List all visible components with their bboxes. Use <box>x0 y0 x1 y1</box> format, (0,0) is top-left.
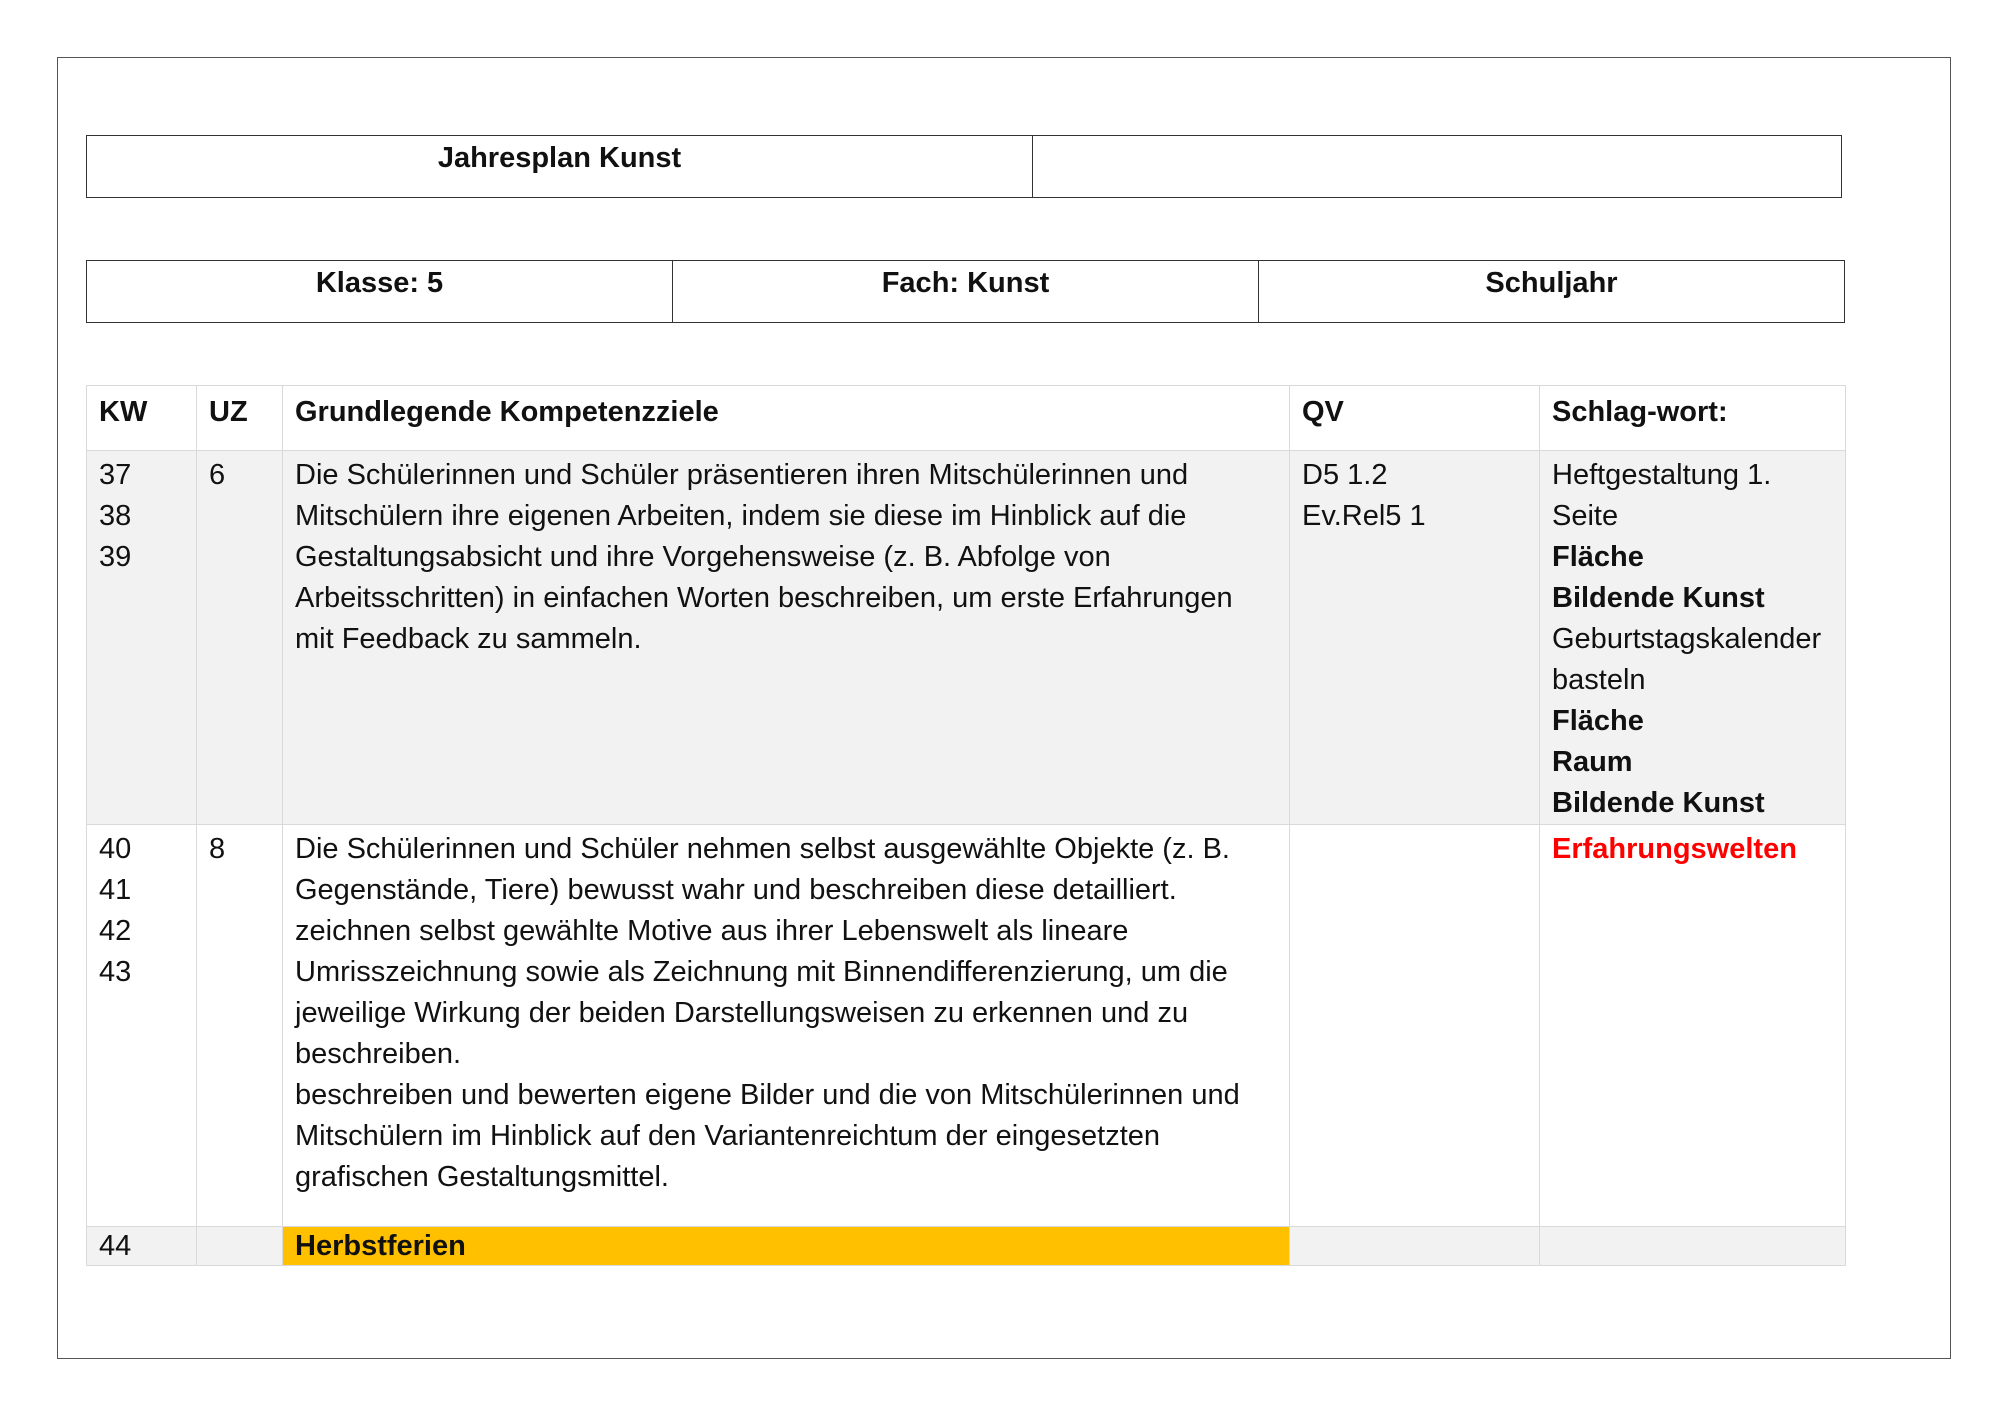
schlagwort-item: Fläche <box>1552 705 1644 737</box>
kompetenzziele-cell <box>283 825 1290 1227</box>
title-right-cell <box>1033 136 1842 198</box>
kw-cell: 44 <box>87 1227 197 1266</box>
schlagwort-item: Bildende Kunst <box>1552 787 1765 819</box>
kw-value: 40 <box>99 833 132 865</box>
qv-value: Ev.Rel5 1 <box>1302 500 1426 532</box>
kw-value: 42 <box>99 915 132 947</box>
kw-cell <box>87 825 197 1227</box>
kompetenzziel-paragraph: zeichnen selbst gewählte Motive aus ihrer Lebenswelt als lineare Umrisszeichnung sowie als Zeichnung mit Binnendifferenzierung, um die jeweilige Wirkung der beiden Darstellungsweisen zu erkennen und zu beschreiben. <box>295 915 1228 1070</box>
uz-cell: 6 <box>197 451 283 825</box>
kw-value: 43 <box>99 956 132 988</box>
kw-cell <box>87 451 197 825</box>
kw-value: 41 <box>99 874 132 906</box>
header-uz: UZ <box>197 386 283 451</box>
kw-value: 39 <box>99 541 132 573</box>
schuljahr-cell: Schuljahr <box>1259 261 1845 323</box>
schlagwort-item: Geburtstagskalender basteln <box>1552 623 1822 696</box>
uz-cell <box>197 1227 283 1266</box>
header-kompetenzziele: Grundlegende Kompetenzziele <box>283 386 1290 451</box>
table-row <box>87 1227 1846 1266</box>
header-schlagwort: Schlag-wort: <box>1540 386 1846 451</box>
schlagwort-cell: Erfahrungswelten <box>1540 825 1846 1227</box>
kw-value: 37 <box>99 459 132 491</box>
qv-cell <box>1290 1227 1540 1266</box>
fach-cell: Fach: Kunst <box>673 261 1259 323</box>
schlagwort-item: Bildende Kunst <box>1552 582 1765 614</box>
kompetenzziele-cell: Die Schülerinnen und Schüler präsentieren ihren Mitschülerinnen und Mitschülern ihre eigenen Arbeiten, indem sie diese im Hinblick auf die Gestaltungsabsicht und ihre Vorgehensweise (z. B. Abfolge von Arbeitsschritten) in einfachen Worten beschreiben, um erste Erfahrungen mit Feedback zu sammeln. <box>283 451 1290 825</box>
qv-value: D5 1.2 <box>1302 459 1388 491</box>
holiday-cell: Herbstferien <box>283 1227 1290 1266</box>
header-row <box>87 386 1846 451</box>
header-qv: QV <box>1290 386 1540 451</box>
info-table <box>86 260 1845 323</box>
qv-cell <box>1290 451 1540 825</box>
plan-title: Jahresplan Kunst <box>87 136 1033 198</box>
title-table <box>86 135 1842 198</box>
table-row <box>87 825 1846 1227</box>
qv-cell <box>1290 825 1540 1227</box>
klasse-cell: Klasse: 5 <box>87 261 673 323</box>
kompetenzziel-paragraph: Die Schülerinnen und Schüler nehmen selbst ausgewählte Objekte (z. B. Gegenstände, Tiere) bewusst wahr und beschreiben diese detailliert. <box>295 833 1230 906</box>
plan-table <box>86 385 1846 1266</box>
uz-cell: 8 <box>197 825 283 1227</box>
schlagwort-item: Raum <box>1552 746 1633 778</box>
kw-value: 38 <box>99 500 132 532</box>
table-row <box>87 451 1846 825</box>
kompetenzziel-paragraph: beschreiben und bewerten eigene Bilder und die von Mitschülerinnen und Mitschülern im Hinblick auf den Variantenreichtum der eingesetzten grafischen Gestaltungsmittel. <box>295 1079 1240 1193</box>
schlagwort-item: Heftgestaltung 1. Seite <box>1552 459 1772 532</box>
header-kw: KW <box>87 386 197 451</box>
schlagwort-cell <box>1540 451 1846 825</box>
schlagwort-cell <box>1540 1227 1846 1266</box>
schlagwort-item: Fläche <box>1552 541 1644 573</box>
